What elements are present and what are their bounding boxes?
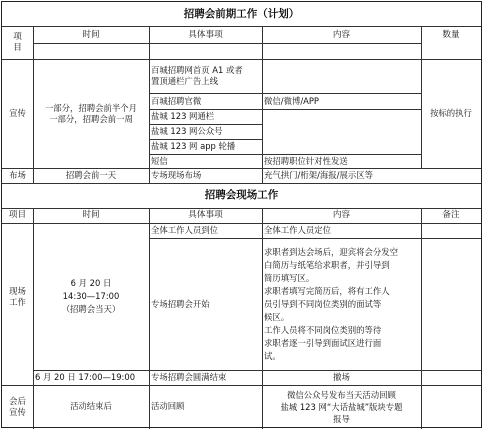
rule	[149, 93, 421, 94]
task-event-review: 活动回顾	[151, 401, 185, 411]
rule	[262, 208, 263, 429]
rule	[149, 238, 481, 239]
rule	[421, 26, 422, 168]
content-wechat-weibo-app: 微信/微博/APP	[264, 95, 319, 106]
rule	[2, 183, 481, 184]
recruitment-schedule-table	[1, 1, 482, 428]
process-line: 求职者到达会场后，迎宾将会分发空	[264, 246, 398, 257]
category-post-line2: 宣传	[9, 406, 26, 417]
task-yancheng-public-account: 盐城 123 网公众号	[151, 126, 223, 136]
rule	[262, 26, 263, 183]
category-propaganda: 宣传	[9, 108, 26, 118]
rule	[2, 223, 481, 224]
task-sms: 短信	[151, 155, 168, 166]
layout-content: 充气拱门/桁架/海报/展示区等	[264, 170, 373, 180]
layout-task: 专场现场布场	[151, 170, 202, 180]
task-fair-start: 专场招聘会开始	[151, 298, 210, 309]
category-post-line1: 会后	[9, 395, 26, 406]
review-line: 报导	[333, 413, 350, 424]
section1-header-category	[2, 27, 33, 59]
rule	[421, 208, 422, 429]
task-homepage-ad	[149, 59, 262, 93]
onsite-time	[33, 223, 149, 370]
section2-title: 招聘会现场工作	[204, 189, 279, 201]
task-yancheng-app-carousel: 盐城 123 网 app 轮播	[151, 141, 236, 151]
end-time: 6 月 20 日 17:00—19:00	[35, 372, 136, 382]
rule	[149, 154, 421, 155]
propaganda-time-line2: 一部分，招聘会前一周	[49, 113, 133, 124]
rule	[149, 26, 150, 183]
content-teardown: 撤场	[333, 372, 350, 382]
propaganda-time	[33, 59, 149, 168]
process-line: 员引导到不同岗位类别的面试等	[264, 298, 382, 309]
section1-header-time: 时间	[82, 29, 100, 40]
process-line: 候区。	[264, 311, 290, 322]
process-line: 工作人员将不同岗位类别的等待	[264, 324, 382, 335]
rule	[2, 385, 481, 386]
category-onsite	[2, 223, 33, 370]
process-line: 简历填写区。	[264, 272, 315, 283]
header-category-part1: 项	[13, 32, 22, 42]
task-official-weibo: 百城招聘官微	[151, 95, 202, 106]
content-sms-targeted: 按招聘职位针对性发送	[264, 155, 348, 166]
rule	[149, 124, 262, 125]
task-yancheng-banner: 盐城 123 网通栏	[151, 111, 215, 121]
process-line: 试。	[264, 350, 281, 361]
section1-header-content: 内容	[332, 29, 351, 40]
category-post-event	[2, 385, 33, 428]
section1-header-task: 具体事项	[188, 29, 223, 40]
rule	[33, 43, 421, 44]
section2-header-content: 内容	[332, 210, 351, 220]
header-category-part2: 目	[13, 43, 22, 53]
section1-title: 招聘会前期工作（计划）	[183, 7, 300, 20]
section2-header-remarks: 备注	[442, 210, 460, 220]
content-review-publish	[262, 385, 421, 428]
rule	[2, 208, 481, 209]
onsite-time-range: 14:30—17:00	[62, 291, 120, 301]
section2-header-category: 项目	[8, 210, 27, 220]
category-onsite-line1: 现场	[9, 285, 26, 296]
quantity-note: 按标的执行	[430, 108, 472, 118]
post-event-time: 活动结束后	[70, 401, 112, 411]
category-onsite-line2: 工作	[9, 296, 26, 307]
propaganda-time-line1: 一部分，招聘会前半个月	[44, 102, 138, 113]
task-staff-in-place: 全体工作人员到位	[151, 225, 218, 235]
process-line: 求职者逐一引导到面试区进行面	[264, 337, 382, 348]
process-line: 白简历与纸笔给求职者，并引导到	[264, 259, 390, 270]
section2-header-task: 具体事项	[188, 210, 223, 220]
rule	[2, 59, 481, 60]
rule	[149, 109, 421, 110]
process-line: 求职者填写完简历后，将有工作人	[264, 285, 390, 296]
rule	[33, 370, 481, 371]
review-line: 微信公众号发布当天活动回顾	[287, 389, 396, 400]
rule	[2, 168, 481, 169]
task-homepage-ad-line1: 百城招聘网首页 A1 或者	[151, 65, 243, 75]
content-staff-positioned: 全体工作人员定位	[264, 225, 331, 235]
rule	[149, 208, 150, 429]
onsite-time-date: 6 月 20 日	[70, 278, 112, 288]
rule	[33, 26, 34, 183]
task-fair-end: 专场招聘会圆满结束	[151, 372, 227, 382]
task-homepage-ad-line2: 置顶通栏广告上线	[151, 76, 218, 86]
category-layout: 布场	[9, 170, 26, 180]
rule	[149, 139, 262, 140]
layout-time: 招聘会前一天	[65, 170, 117, 180]
section2-header-time: 时间	[82, 210, 100, 220]
review-line: 盐城 123 网“大话盐城”版块专题	[280, 401, 403, 412]
section1-header-quantity: 数量	[442, 29, 460, 40]
rule	[33, 208, 34, 429]
onsite-time-note: （招聘会当天）	[61, 304, 121, 314]
content-fair-process	[262, 238, 421, 370]
rule	[2, 26, 481, 27]
